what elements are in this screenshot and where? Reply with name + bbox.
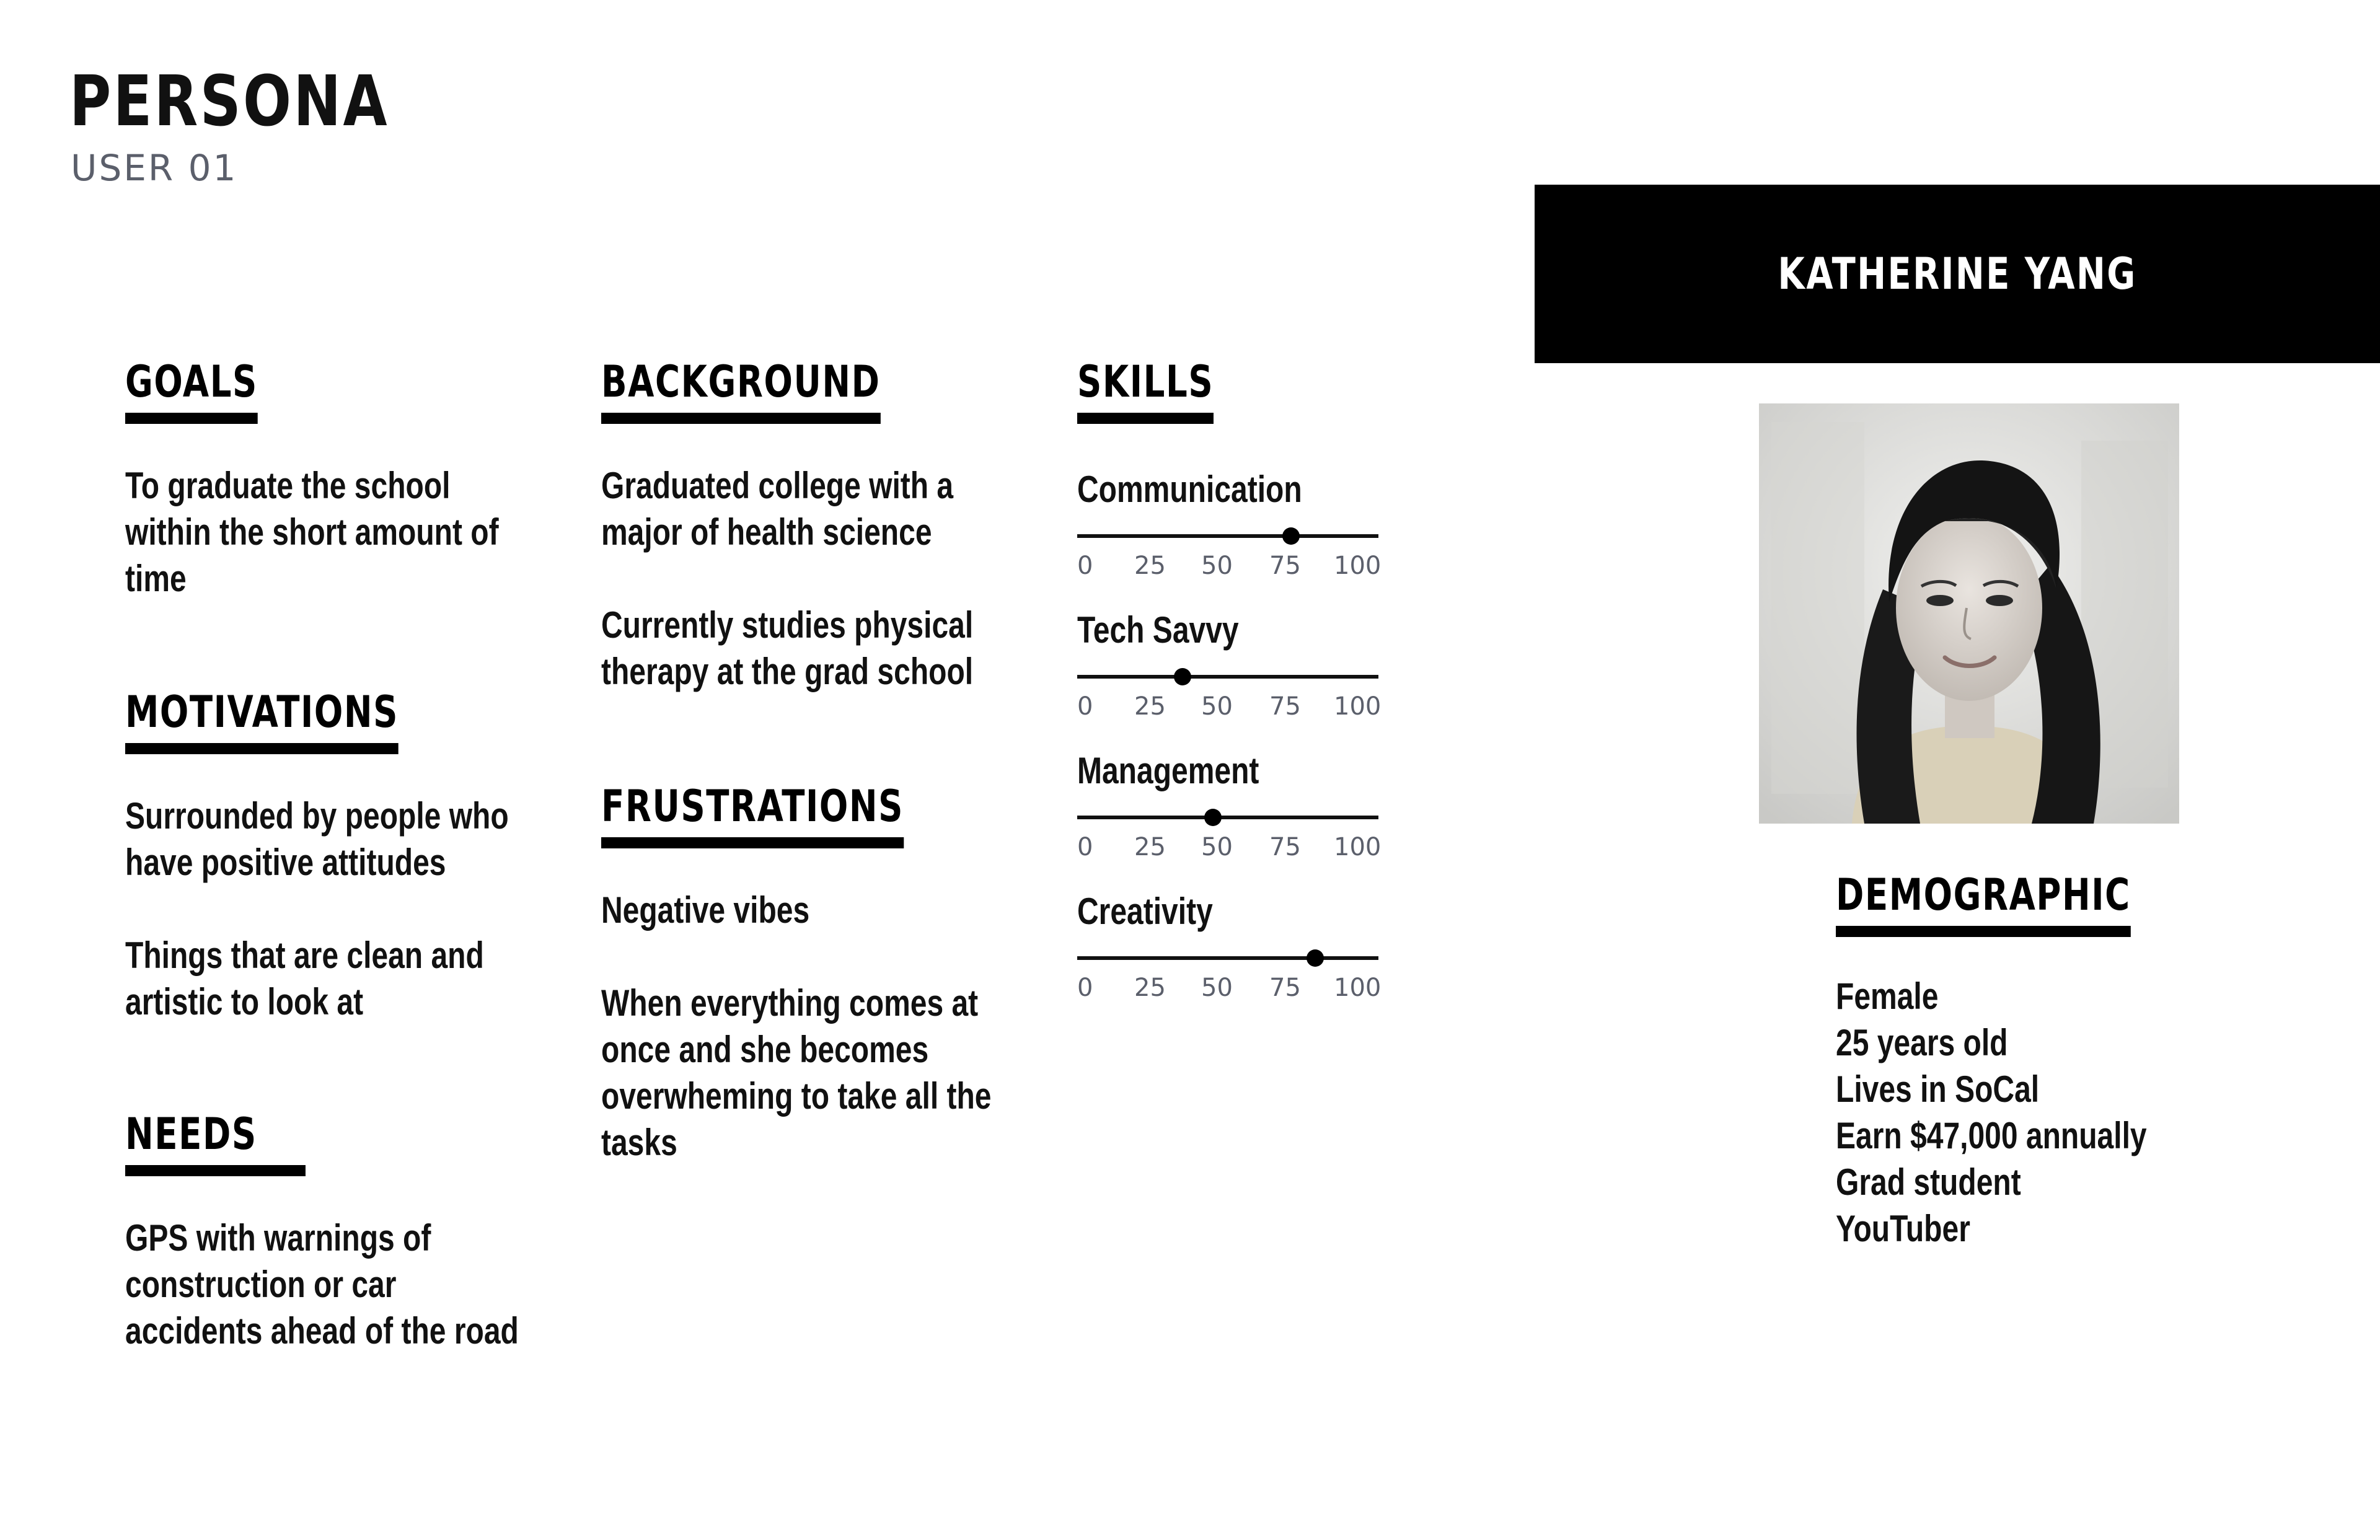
- scale-tick: 50: [1201, 833, 1233, 861]
- goals-heading: GOALS: [125, 354, 258, 424]
- name-banner: [1535, 185, 2380, 363]
- persona-name: KATHERINE YANG: [1778, 249, 2137, 299]
- scale-tick: 0: [1077, 974, 1093, 1002]
- skill-tech-savvy: [1077, 607, 1387, 721]
- needs-item: GPS with warnings of construction or car accidents ahead of the road: [125, 1217, 519, 1352]
- scale-tick: 25: [1134, 833, 1166, 861]
- frustrations-item: When everything comes at once and she becomes overwheming to take all the tasks: [601, 982, 992, 1163]
- skill-slider-track: [1077, 675, 1378, 679]
- skill-slider-thumb[interactable]: [1282, 527, 1300, 545]
- motivations-heading: MOTIVATIONS: [125, 685, 399, 754]
- demographic-item: 25 years old: [1836, 1022, 2008, 1063]
- skill-slider-thumb[interactable]: [1307, 949, 1324, 967]
- skill-scale: [1077, 832, 1382, 863]
- scale-tick: 25: [1134, 974, 1166, 1002]
- demographic-item: Female: [1836, 975, 1939, 1017]
- portrait-illustration: [1759, 403, 2179, 824]
- scale-tick: 75: [1269, 833, 1301, 861]
- scale-tick: 50: [1201, 692, 1233, 721]
- scale-tick: 75: [1269, 692, 1301, 721]
- skills-heading: SKILLS: [1077, 354, 1214, 424]
- frustrations-heading: FRUSTRATIONS: [601, 779, 904, 848]
- goals-item: To graduate the school within the short amount of time: [125, 465, 499, 599]
- skill-scale: [1077, 972, 1382, 1003]
- skill-label: Management: [1077, 750, 1259, 791]
- demographic-section: [1836, 868, 2332, 1252]
- frustrations-text: [601, 887, 998, 1166]
- skill-management: [1077, 747, 1387, 861]
- motivations-section: [125, 685, 571, 1025]
- page-subtitle: USER 01: [71, 147, 238, 189]
- scale-tick: 100: [1334, 974, 1382, 1002]
- scale-tick: 0: [1077, 833, 1093, 861]
- skills-section: [1077, 354, 1523, 424]
- scale-tick: 100: [1334, 692, 1382, 721]
- background-heading: BACKGROUND: [601, 354, 880, 424]
- scale-tick: 0: [1077, 692, 1093, 721]
- scale-tick: 25: [1134, 692, 1166, 721]
- frustrations-item: Negative vibes: [601, 889, 810, 931]
- skill-slider-thumb[interactable]: [1204, 809, 1222, 826]
- skill-communication: [1077, 466, 1387, 580]
- demographic-list: [1836, 973, 2332, 1252]
- background-section: [601, 354, 1047, 695]
- background-item: Graduated college with a major of health science: [601, 465, 954, 553]
- motivations-text: [125, 793, 532, 1025]
- motivations-item: Things that are clean and artistic to look at: [125, 935, 484, 1023]
- background-text: [601, 462, 978, 695]
- background-item: Currently studies physical therapy at the grad school: [601, 604, 974, 692]
- goals-text: [125, 462, 532, 602]
- skill-slider-thumb[interactable]: [1174, 668, 1191, 685]
- skill-label: Communication: [1077, 469, 1302, 510]
- demographic-heading: DEMOGRAPHIC: [1836, 868, 2131, 937]
- demographic-item: Earn $47,000 annually: [1836, 1115, 2147, 1156]
- portrait-photo: [1759, 403, 2179, 824]
- demographic-item: YouTuber: [1836, 1208, 1970, 1249]
- skill-slider-track: [1077, 816, 1378, 819]
- scale-tick: 75: [1269, 974, 1301, 1002]
- scale-tick: 75: [1269, 552, 1301, 580]
- demographic-item: Lives in SoCal: [1836, 1068, 2040, 1110]
- scale-tick: 50: [1201, 974, 1233, 1002]
- skill-label: Creativity: [1077, 891, 1213, 932]
- skill-creativity: [1077, 888, 1387, 1002]
- motivations-item: Surrounded by people who have positive attitudes: [125, 795, 509, 883]
- frustrations-section: [601, 779, 1047, 1166]
- goals-section: [125, 354, 571, 602]
- demographic-item: Grad student: [1836, 1161, 2021, 1203]
- scale-tick: 25: [1134, 552, 1166, 580]
- skill-slider-track: [1077, 534, 1378, 538]
- page-title: PERSONA: [69, 61, 389, 142]
- needs-section: [125, 1107, 571, 1354]
- scale-tick: 0: [1077, 552, 1093, 580]
- needs-text: [125, 1215, 522, 1354]
- scale-tick: 100: [1334, 552, 1382, 580]
- scale-tick: 100: [1334, 833, 1382, 861]
- skill-scale: [1077, 691, 1382, 722]
- skill-slider-track: [1077, 956, 1378, 960]
- needs-heading: NEEDS: [125, 1107, 306, 1176]
- skill-scale: [1077, 550, 1382, 581]
- scale-tick: 50: [1201, 552, 1233, 580]
- skill-label: Tech Savvy: [1077, 609, 1239, 651]
